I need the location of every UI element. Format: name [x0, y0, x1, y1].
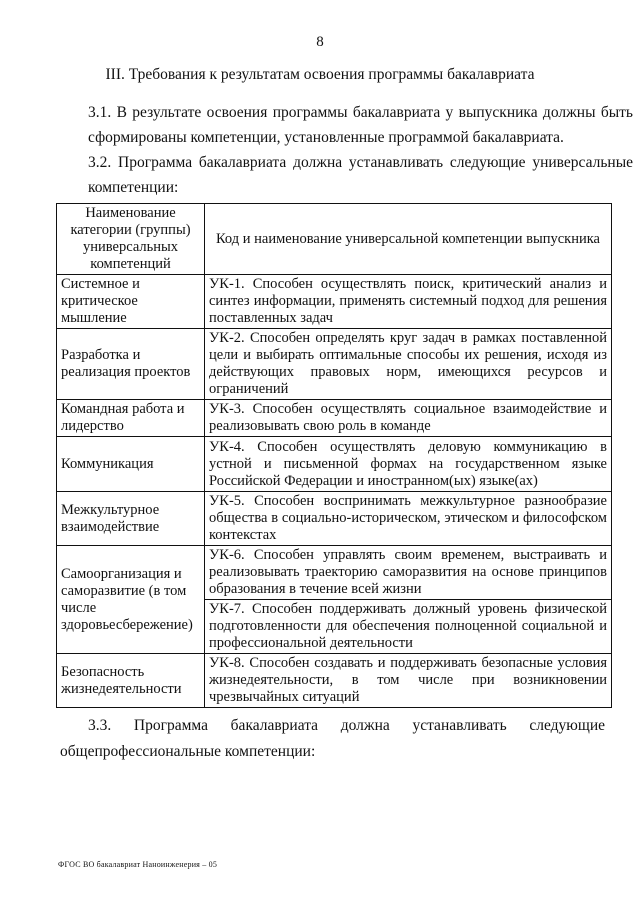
paragraph-3-1: 3.1. В результате освоения программы бакалавриата у выпускника должны быть сформированы компетенции, установленные программой бакалавриата. [88, 104, 633, 146]
table-row [57, 546, 612, 600]
table-header-row [57, 204, 612, 275]
header-code: Код и наименование универсальной компетенции выпускника [205, 204, 612, 275]
page-number: 8 [316, 34, 324, 50]
competence-cell: УК-4. Способен осуществлять деловую коммуникацию в устной и письменной формах на государственном языке Российской Федерации и иностранном(ых) языке(ах) [205, 437, 612, 492]
header-category: Наименование категории (группы) универсальных компетенций [57, 204, 205, 275]
universal-competencies-table [56, 203, 612, 708]
section-title: III. Требования к результатам освоения программы бакалавриата [105, 66, 535, 83]
category-cell: Безопасность жизнедеятельности [57, 654, 205, 708]
category-cell: Разработка и реализация проектов [57, 329, 205, 400]
paragraph-3-3 [60, 713, 605, 765]
word: Программа [133, 717, 208, 734]
table-row [57, 400, 612, 437]
word: устанавливать [412, 717, 507, 734]
competence-cell: УК-3. Способен осуществлять социальное взаимодействие и реализовывать свою роль в команде [205, 400, 612, 437]
word: 3.3. [88, 717, 112, 734]
category-cell: Коммуникация [57, 437, 205, 492]
word: бакалавриата [230, 717, 319, 734]
table-row [57, 329, 612, 400]
paragraph-3-3-line1 [60, 713, 605, 739]
category-cell: Межкультурное взаимодействие [57, 492, 205, 546]
category-cell: Командная работа и лидерство [57, 400, 205, 437]
word: должна [340, 717, 390, 734]
table-row [57, 654, 612, 708]
competence-cell: УК-1. Способен осуществлять поиск, критический анализ и синтез информации, применять системный подход для решения поставленных задач [205, 275, 612, 329]
category-cell: Самоорганизация и саморазвитие (в том числе здоровьесбережение) [57, 546, 205, 654]
competence-cell: УК-7. Способен поддерживать должный уровень физической подготовленности для обеспечения полноценной социальной и профессиональной деятельности [205, 600, 612, 654]
table-row [57, 492, 612, 546]
table-row [57, 275, 612, 329]
paragraph-3-3-line2: общепрофессиональные компетенции: [60, 743, 316, 760]
competence-cell: УК-6. Способен управлять своим временем, выстраивать и реализовывать траекторию саморазвития на основе принципов образования в течение всей жизни [205, 546, 612, 600]
footer: ФГОС ВО бакалавриат Наноинженерия – 05 [58, 860, 218, 869]
word: следующие [529, 717, 605, 734]
table-row [57, 437, 612, 492]
competence-cell: УК-5. Способен воспринимать межкультурное разнообразие общества в социально-историческом, этическом и философском контекстах [205, 492, 612, 546]
paragraph-3-2: 3.2. Программа бакалавриата должна устанавливать следующие универсальные компетенции: [88, 154, 633, 196]
competence-cell: УК-2. Способен определять круг задач в рамках поставленной цели и выбирать оптимальные способы их решения, исходя из действующих правовых норм, имеющихся ресурсов и ограничений [205, 329, 612, 400]
category-cell: Системное и критическое мышление [57, 275, 205, 329]
competence-cell: УК-8. Способен создавать и поддерживать безопасные условия жизнедеятельности, в том числе при возникновении чрезвычайных ситуаций [205, 654, 612, 708]
